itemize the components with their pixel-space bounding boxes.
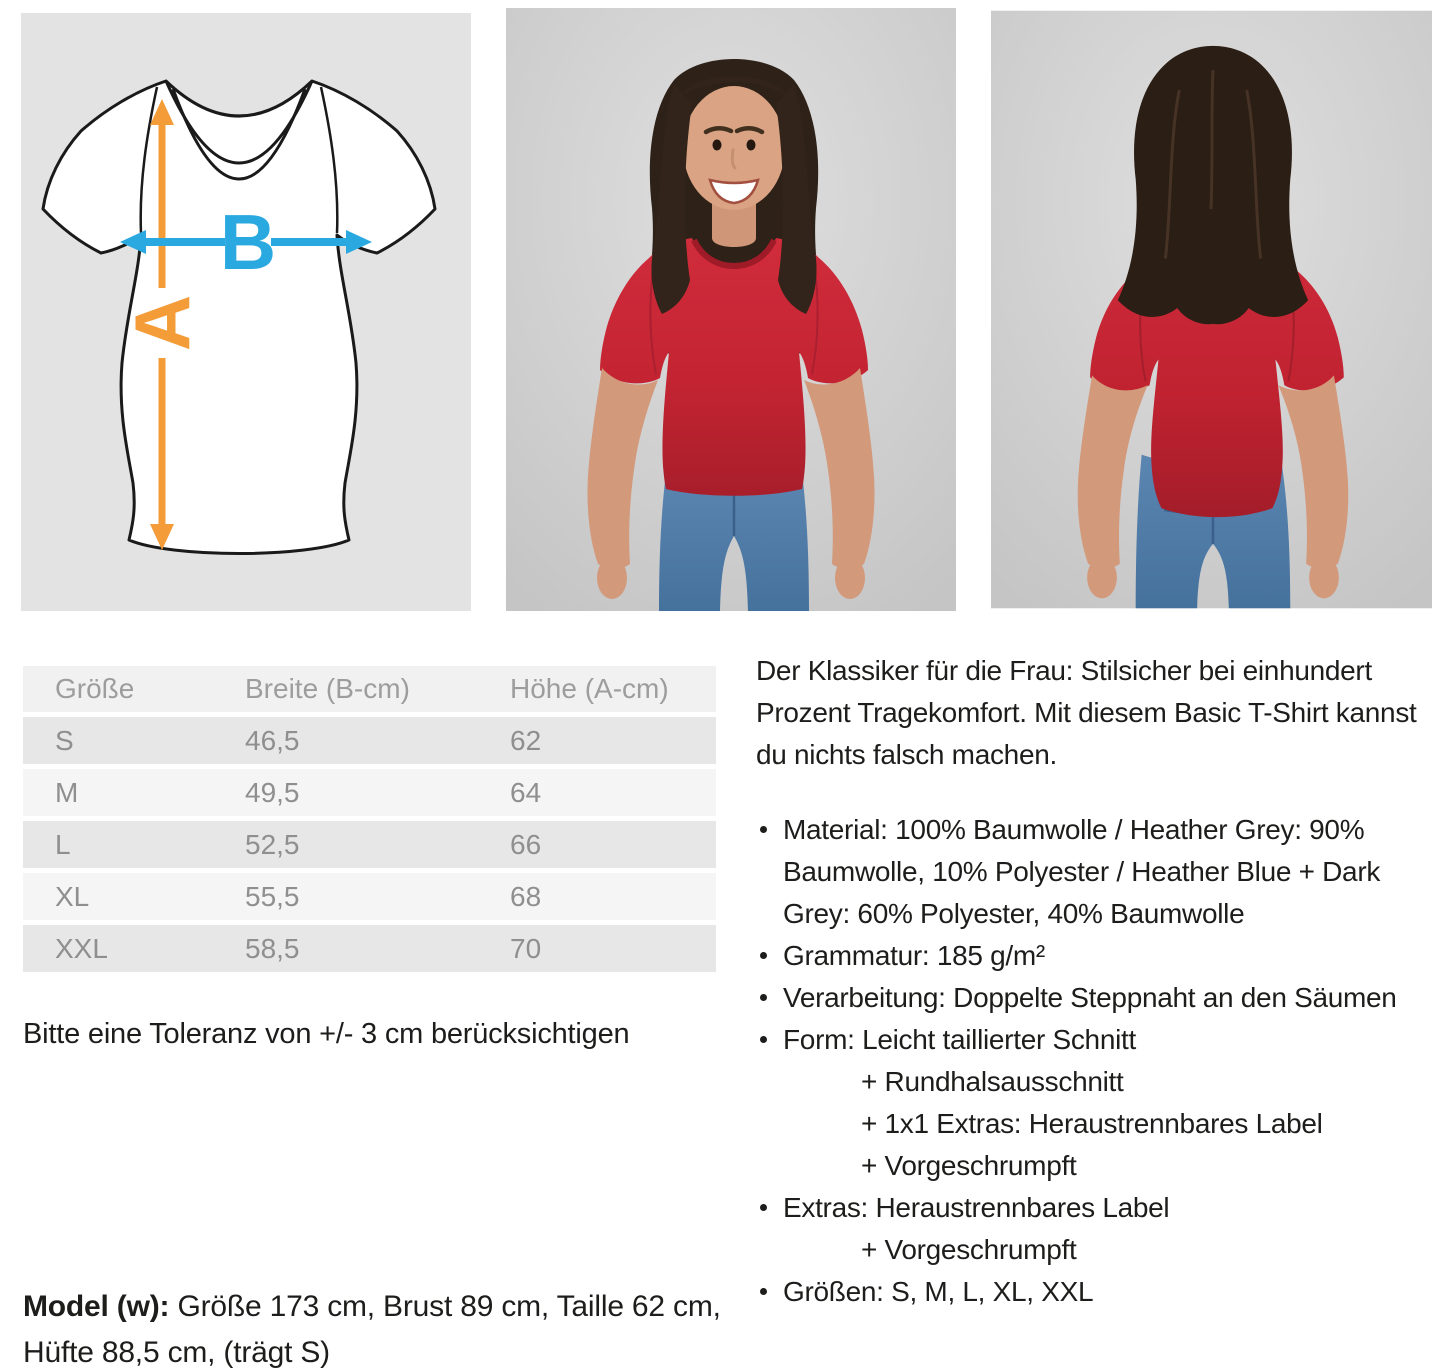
table-row <box>23 717 716 764</box>
column-header-height: Höhe (A-cm) <box>510 673 669 704</box>
size-diagram <box>21 13 471 611</box>
model-photo-front <box>506 8 956 611</box>
bullet-sub-item: + Vorgeschrumpft <box>861 1150 1077 1181</box>
bullet-sub-item: + Vorgeschrumpft <box>861 1234 1077 1265</box>
table-cell-width_cm: 55,5 <box>245 880 300 912</box>
size-table <box>23 666 716 977</box>
table-cell-height_cm: 64 <box>510 776 542 808</box>
model-front-illustration <box>506 8 956 611</box>
bullet-text: Form: Leicht taillierter Schnitt <box>783 1024 1136 1055</box>
table-cell-size: S <box>55 724 74 756</box>
description-bullet <box>756 977 1442 1019</box>
table-cell-width_cm: 49,5 <box>245 776 300 808</box>
right-hand <box>1309 557 1339 599</box>
table-row <box>23 925 716 972</box>
tshirt-measurement-diagram <box>21 13 471 611</box>
model-info-details: Größe 173 cm, Brust 89 cm, Taille 62 cm, Hüfte 88,5 cm, (trägt S) <box>23 1290 721 1368</box>
table-cell-size: XL <box>55 880 90 912</box>
tolerance-note: Bitte eine Toleranz von +/- 3 cm berücksichtigen <box>23 1018 630 1050</box>
tshirt-outline <box>43 81 435 554</box>
table-cell-width_cm: 52,5 <box>245 828 300 860</box>
table-cell-size: L <box>55 828 71 860</box>
table-row <box>23 821 716 868</box>
table-cell-height_cm: 66 <box>510 828 542 860</box>
column-header-size: Größe <box>55 673 135 704</box>
bullet-text: Grammatur: 185 g/m² <box>783 940 1045 971</box>
description-bullet <box>756 935 1442 977</box>
label-a: A <box>118 294 206 352</box>
product-description <box>756 650 1442 1313</box>
table-row <box>23 769 716 816</box>
bullet-text: Extras: Heraustrennbares Label <box>783 1192 1170 1223</box>
model-info-label: Model (w): <box>23 1290 170 1323</box>
bullet-sub-item: + 1x1 Extras: Heraustrennbares Label <box>861 1108 1323 1139</box>
left-hand <box>597 557 627 599</box>
left-hand <box>1087 557 1117 599</box>
table-cell-height_cm: 62 <box>510 724 542 756</box>
table-cell-height_cm: 68 <box>510 880 542 912</box>
table-header-row <box>23 666 716 712</box>
description-bullet-list <box>756 809 1442 1313</box>
size-table-body <box>23 717 716 972</box>
table-cell-size: M <box>55 776 79 808</box>
table-cell-size: XXL <box>55 932 108 964</box>
bullet-sub-item: + Rundhalsausschnitt <box>861 1066 1124 1097</box>
table-cell-width_cm: 46,5 <box>245 724 300 756</box>
table-row <box>23 873 716 920</box>
left-eye <box>713 140 722 151</box>
table-cell-width_cm: 58,5 <box>245 932 300 964</box>
model-photo-back <box>991 8 1432 611</box>
model-back-illustration <box>991 8 1432 611</box>
column-header-width: Breite (B-cm) <box>245 673 410 704</box>
description-bullet <box>756 809 1442 935</box>
description-bullet <box>756 1019 1442 1187</box>
label-b: B <box>219 198 277 286</box>
right-eye <box>747 140 756 151</box>
bullet-text: Größen: S, M, L, XL, XXL <box>783 1276 1094 1307</box>
model-info <box>23 1284 723 1368</box>
description-bullet <box>756 1187 1442 1271</box>
bullet-text: Material: 100% Baumwolle / Heather Grey: 90% Baumwolle, 10% Polyester / Heather Blue + Dark Grey: 60% Polyester, 40% Baumwolle <box>783 814 1381 929</box>
description-intro: Der Klassiker für die Frau: Stilsicher bei einhundert Prozent Tragekomfort. Mit diesem Basic T-Shirt kannst du nichts falsch machen. <box>756 655 1417 770</box>
right-hand <box>835 557 865 599</box>
description-bullet <box>756 1271 1442 1313</box>
bullet-text: Verarbeitung: Doppelte Steppnaht an den Säumen <box>783 982 1397 1013</box>
table-cell-height_cm: 70 <box>510 932 542 964</box>
